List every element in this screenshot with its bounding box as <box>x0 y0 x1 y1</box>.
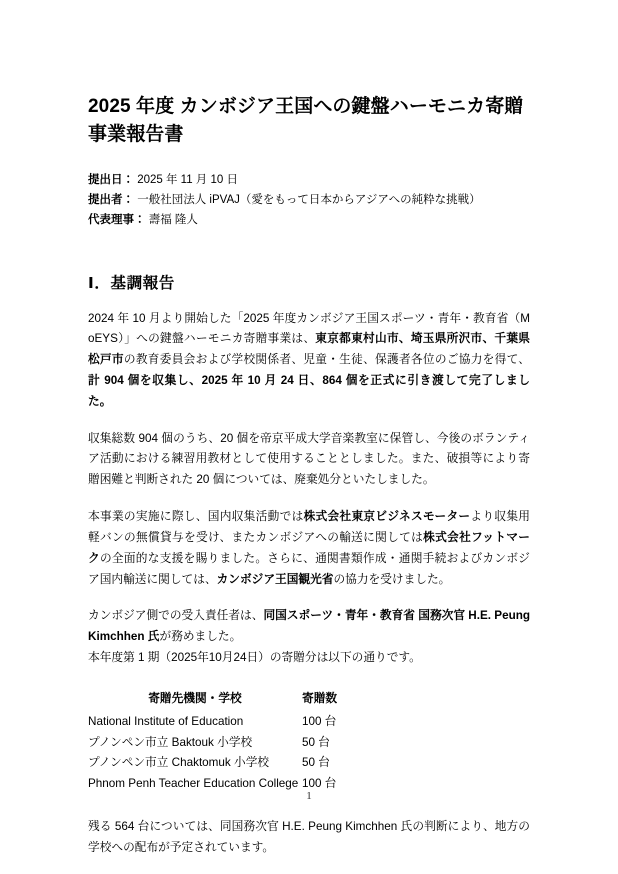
submitter-value: 一般社団法人 iPVAJ（愛をもって日本からアジアへの純粋な挑戦） <box>137 193 481 206</box>
cell-quantity: 50 台 <box>302 735 330 749</box>
page-title: 2025 年度 カンボジア王国への鍵盤ハーモニカ寄贈事業報告書 <box>88 96 524 146</box>
column-header-quantity: 寄贈数 <box>302 691 338 705</box>
cell-institution: Phnom Penh Teacher Education College <box>88 777 299 791</box>
cell-institution: プノンペン市立 Baktouk 小学校 <box>88 735 253 749</box>
metadata-submitter <box>88 191 530 211</box>
submission-date-value: 2025 年 11 月 10 日 <box>137 174 238 187</box>
paragraph-3-segment-3: の全面的な支援を賜りました。さらに、通関書類作成・通関手続およびカンボジア国内輸送に関しては、 <box>88 551 530 586</box>
document-metadata <box>88 171 530 230</box>
column-header-institution: 寄贈先機関・学校 <box>148 691 242 705</box>
cell-quantity: 50 台 <box>302 756 330 770</box>
paragraph-storage-and-disposal: 収集総数 904 個のうち、20 個を帝京平成大学音楽教室に保管し、今後のボランティア活動における練習用教材として使用することとしました。また、破損等により寄贈困難と判断された 20 個については、廃棄処分といたしました。 <box>88 431 530 487</box>
page-number: 1 <box>306 790 312 802</box>
paragraph-3-segment-1: 本事業の実施に際し、国内収集活動では <box>88 510 304 524</box>
cell-institution: プノンペン市立 Chaktomuk 小学校 <box>88 756 270 770</box>
paragraph-3-segment-2: より収集用軽バンの無償貸与を受け、またカンボジアへの輸送に関しては <box>88 510 530 544</box>
paragraph-3-bold-footmark: 株式会社フットマーク <box>88 530 530 565</box>
submission-date-label: 提出日： <box>88 174 134 187</box>
donation-table <box>88 669 530 795</box>
paragraph-3-bold-cambodia-tourism-ministry: カンボジア王国観光省 <box>216 572 334 586</box>
table-row <box>88 712 530 733</box>
submitter-label: 提出者： <box>88 193 134 206</box>
metadata-representative <box>88 211 530 231</box>
paragraph-4-segment-1: カンボジア側での受入責任者は、 <box>88 609 264 623</box>
paragraph-1-bold-cities: 東京都東村山市、埼玉県所沢市、千葉県松戸市 <box>88 332 530 367</box>
table-row <box>88 753 530 774</box>
paragraph-1-segment-2: の教育委員会および学校関係者、児童・生徒、保護者各位のご協力を得て、 <box>123 353 530 367</box>
cell-quantity: 100 台 <box>302 714 337 728</box>
paragraph-remaining-units: 残る 564 台については、同国務次官 H.E. Peung Kimchhen 氏の判断により、地方の学校への配布が予定されています。 <box>88 820 530 854</box>
section-heading-keynote-report: Ⅰ．基調報告 <box>88 274 175 292</box>
cell-quantity: 100 台 <box>302 777 337 791</box>
paragraph-1-segment-1: 2024 年 10 月より開始した「2025 年度カンボジア王国スポーツ・青年・教育省（MoEYS）」への鍵盤ハーモニカ寄贈事業は、 <box>88 311 530 346</box>
table-header-row <box>88 689 530 712</box>
table-row <box>88 733 530 754</box>
paragraph-cambodian-contact <box>88 590 530 648</box>
paragraph-project-overview <box>88 293 530 413</box>
paragraph-support-partners <box>88 491 530 590</box>
representative-value: 壽福 隆人 <box>148 213 198 226</box>
cell-institution: National Institute of Education <box>88 714 244 728</box>
paragraph-3-bold-tokyo-business-motor: 株式会社東京ビジネスモーター <box>303 510 471 524</box>
paragraph-1-bold-totals: 計 904 個を収集し、2025 年 10 月 24 日、864 個を正式に引き渡して完了しました。 <box>88 374 530 408</box>
paragraph-4-bold-official-name: 同国スポーツ・青年・教育省 国務次官 H.E. Peung Kimchhen 氏 <box>88 609 530 644</box>
paragraph-3-segment-4: の協力を受けました。 <box>333 572 451 586</box>
paragraph-4-segment-2: が務めました。 <box>159 630 242 644</box>
paragraph-first-phase-intro: 本年度第 1 期（2025年10月24日）の寄贈分は以下の通りです。 <box>88 651 421 665</box>
representative-label: 代表理事： <box>88 213 146 226</box>
metadata-submission-date <box>88 171 530 191</box>
